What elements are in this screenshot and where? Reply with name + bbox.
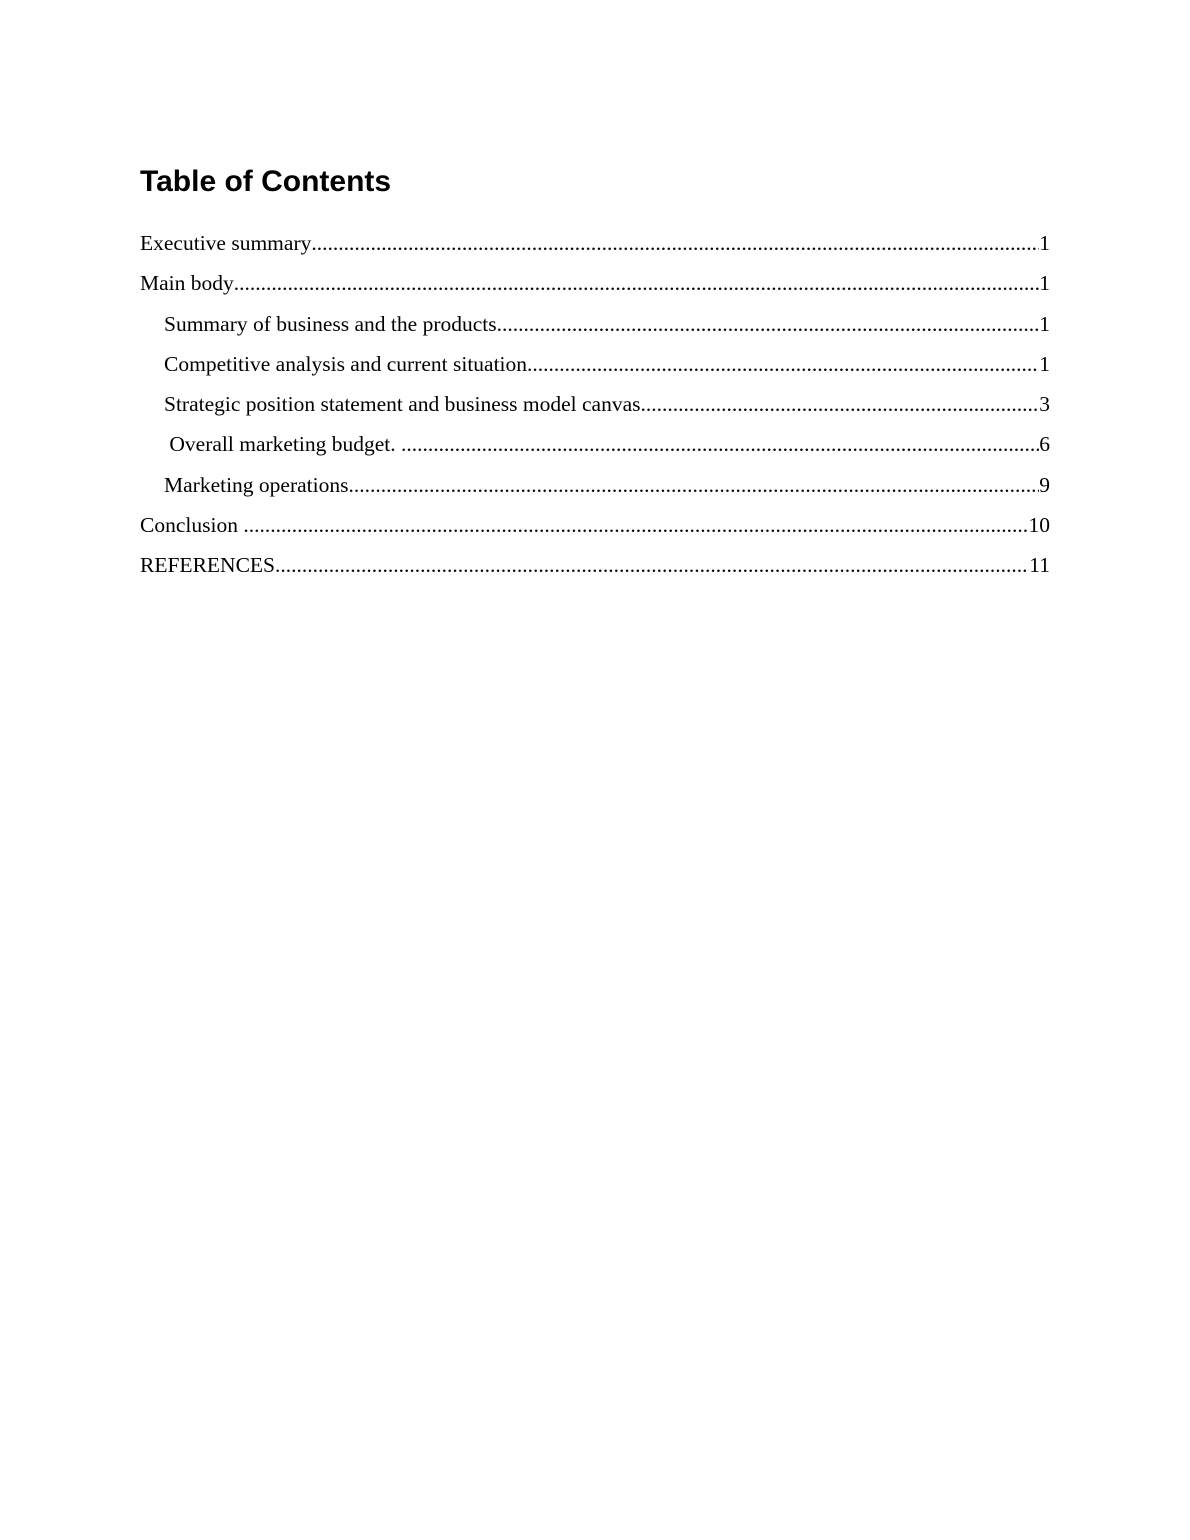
toc-dot-leader (497, 309, 1040, 339)
toc-entry-text: Marketing operations (164, 472, 349, 497)
toc-page-number: 1 (1039, 231, 1050, 255)
toc-entry-text: Competitive analysis and current situation (164, 351, 528, 376)
toc-entry-marketing-operations[interactable] (140, 470, 1050, 510)
toc-dot-leader (275, 550, 1029, 580)
toc-entry-competitive-analysis[interactable] (140, 349, 1050, 389)
toc-page-number: 3 (1039, 392, 1050, 417)
toc-entry-text: Conclusion (140, 513, 244, 538)
toc-entry-marketing-budget[interactable] (140, 429, 1050, 469)
toc-page-number: 1 (1039, 351, 1050, 376)
toc-page-number: 10 (1028, 513, 1050, 538)
toc-dot-leader (243, 510, 1028, 540)
toc-dot-leader (311, 228, 1039, 258)
toc-list (140, 228, 1050, 591)
toc-entry-summary-of-business[interactable] (140, 309, 1050, 349)
toc-dot-leader (527, 349, 1039, 379)
toc-entry-main-body[interactable] (140, 268, 1050, 308)
toc-title: Table of Contents (140, 165, 392, 198)
toc-dot-leader (349, 470, 1040, 500)
toc-entry-text: Overall marketing budget. (164, 432, 402, 457)
toc-dot-leader (641, 389, 1040, 419)
toc-entry-conclusion[interactable] (140, 510, 1050, 550)
toc-entry-text: Main body (140, 271, 234, 296)
toc-page-number: 11 (1029, 553, 1050, 578)
toc-entry-references[interactable] (140, 550, 1050, 590)
toc-page-number: 9 (1039, 472, 1050, 497)
toc-entry-text: Executive summary (140, 231, 312, 255)
toc-dot-leader (234, 268, 1039, 298)
toc-page-number: 1 (1039, 311, 1050, 336)
toc-page-number: 6 (1039, 432, 1050, 457)
toc-entry-text: Strategic position statement and business model canvas (164, 392, 641, 417)
toc-page-number: 1 (1039, 271, 1050, 296)
toc-entry-strategic-position[interactable] (140, 389, 1050, 429)
toc-entry-text: Summary of business and the products (164, 311, 497, 336)
toc-entry-executive-summary[interactable] (140, 228, 1050, 268)
toc-dot-leader (401, 429, 1039, 459)
toc-entry-text: REFERENCES (140, 553, 275, 578)
